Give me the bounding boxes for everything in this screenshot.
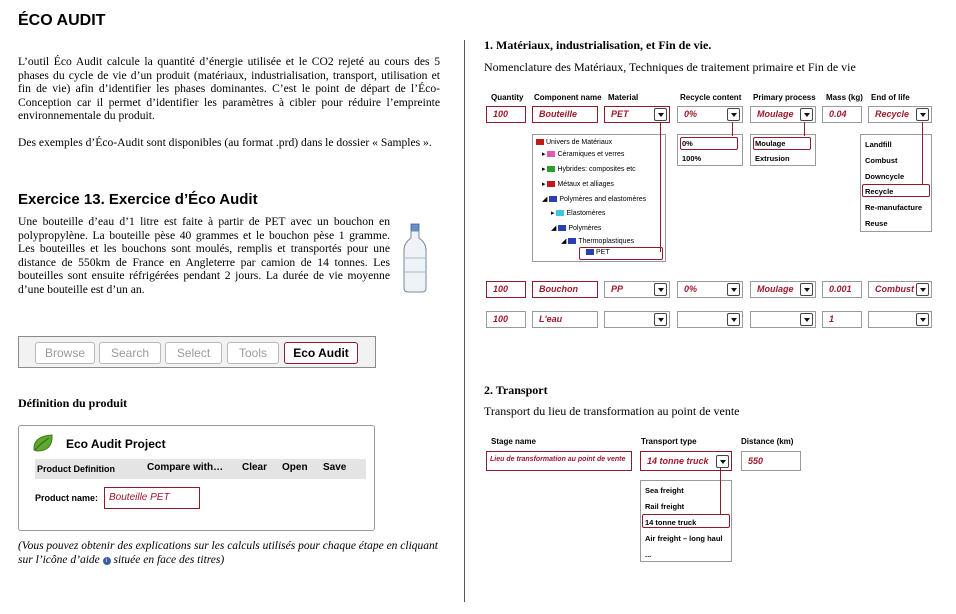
col-material: Material bbox=[608, 93, 639, 102]
chevron-down-icon bbox=[800, 108, 813, 121]
project-title: Eco Audit Project bbox=[66, 437, 166, 451]
eol-option[interactable]: Re-manufacture bbox=[865, 203, 923, 212]
tree-thermoplastics[interactable]: Thermoplastiques bbox=[578, 238, 634, 245]
product-name-value: Bouteille PET bbox=[109, 492, 170, 503]
save-button[interactable]: Save bbox=[323, 462, 347, 473]
col-component-name: Component name bbox=[534, 93, 602, 102]
tree-polymers-elastomers[interactable]: Polymères and elastomères bbox=[559, 196, 647, 203]
tree-hybrids[interactable]: Hybrides: composites etc bbox=[557, 166, 636, 173]
eol-select[interactable]: Combust bbox=[868, 281, 932, 298]
recycle-option[interactable]: 0% bbox=[682, 139, 693, 148]
chevron-down-icon bbox=[916, 313, 929, 326]
qty-field[interactable]: 100 bbox=[486, 106, 526, 123]
arrow-line bbox=[660, 122, 661, 252]
col-mass: Mass (kg) bbox=[826, 93, 863, 102]
section1-title: 1. Matériaux, industrialisation, et Fin de vie. bbox=[484, 38, 712, 52]
chevron-down-icon bbox=[916, 283, 929, 296]
transport-option[interactable]: ... bbox=[645, 550, 652, 559]
tab-product-definition[interactable]: Product Definition bbox=[37, 464, 115, 474]
recycle-options-list bbox=[677, 134, 743, 166]
tree-metals[interactable]: Métaux et alliages bbox=[557, 181, 614, 188]
section2-title: 2. Transport bbox=[484, 383, 548, 397]
chevron-down-icon bbox=[654, 283, 667, 296]
col-transport-type: Transport type bbox=[641, 437, 697, 446]
process-select[interactable]: Moulage bbox=[750, 106, 816, 123]
clear-button[interactable]: Clear bbox=[242, 462, 268, 473]
material-tree-list: Univers de Matériaux ▸ Céramiques et verres ▸ Hybrides: composites etc ▸ Métaux et alliages ◢ Polymères and elastomères ▸ Elastomères ◢ Polymères ◢ Thermoplastiques PET bbox=[532, 134, 666, 262]
component-name-field[interactable]: Bouchon bbox=[532, 281, 598, 298]
section2-subtitle: Transport du lieu de transformation au point de vente bbox=[484, 404, 740, 418]
process-options-list bbox=[750, 134, 816, 166]
col-primary-process: Primary process bbox=[753, 93, 816, 102]
process-select[interactable]: Moulage bbox=[750, 281, 816, 298]
component-name-field[interactable]: L'eau bbox=[532, 311, 598, 328]
col-distance: Distance (km) bbox=[741, 437, 794, 446]
intro-paragraph: L’outil Éco Audit calcule la quantité d’énergie utilisée et le CO2 rejeté au cours des 5 phases du cycle de vie d’un produit (matériaux, industrialisation, transport, utilisation et fin de vie) afin d’identifier les phases dominantes. C’est le point de départ de l’Éco-Conception car il permet d’identifier les paramètres à cibler pour réduire l’empreinte environnementale du produit. bbox=[18, 55, 440, 123]
product-name-label: Product name: bbox=[35, 493, 99, 503]
eol-option[interactable]: Recycle bbox=[865, 187, 894, 196]
eol-option[interactable]: Combust bbox=[865, 156, 898, 165]
transport-option[interactable]: 14 tonne truck bbox=[645, 518, 697, 527]
recycle-select[interactable]: 0% bbox=[677, 281, 743, 298]
chevron-down-icon bbox=[727, 108, 740, 121]
transport-option[interactable]: Sea freight bbox=[645, 486, 684, 495]
mass-field[interactable]: 0.001 bbox=[822, 281, 862, 298]
material-select[interactable]: PP bbox=[604, 281, 670, 298]
col-recycle-content: Recycle content bbox=[680, 93, 742, 102]
mass-field[interactable]: 1 bbox=[822, 311, 862, 328]
product-name-field[interactable] bbox=[104, 487, 200, 509]
qty-field[interactable]: 100 bbox=[486, 281, 526, 298]
chevron-down-icon bbox=[716, 455, 729, 468]
tools-button[interactable]: Tools bbox=[227, 342, 279, 364]
eol-option[interactable]: Reuse bbox=[865, 219, 888, 228]
compare-with-button[interactable]: Compare with… bbox=[147, 462, 224, 473]
tree-root[interactable]: Univers de Matériaux bbox=[546, 139, 613, 146]
chevron-down-icon bbox=[800, 313, 813, 326]
col-end-of-life: End of life bbox=[871, 93, 910, 102]
material-select[interactable] bbox=[604, 311, 670, 328]
col-quantity: Quantity bbox=[491, 93, 524, 102]
component-name-field[interactable]: Bouteille bbox=[532, 106, 598, 123]
transport-option[interactable]: Rail freight bbox=[645, 502, 685, 511]
search-button[interactable]: Search bbox=[99, 342, 161, 364]
help-note-text-1: (Vous pouvez obtenir des explications sur les calculs utilisés pour chaque étape en cliquant sur l’icône d’aide bbox=[18, 540, 438, 566]
chevron-down-icon bbox=[916, 108, 929, 121]
page-title: ÉCO AUDIT bbox=[18, 12, 106, 29]
select-button[interactable]: Select bbox=[165, 342, 222, 364]
qty-field[interactable]: 100 bbox=[486, 311, 526, 328]
bottle-icon bbox=[400, 222, 430, 294]
main-toolbar bbox=[18, 336, 376, 368]
recycle-option[interactable]: 100% bbox=[682, 154, 702, 163]
eol-option[interactable]: Downcycle bbox=[865, 172, 905, 181]
stage-name-field[interactable]: Lieu de transformation au point de vente bbox=[486, 451, 632, 471]
distance-field[interactable]: 550 bbox=[741, 451, 801, 471]
eol-select[interactable]: Recycle bbox=[868, 106, 932, 123]
section1-subtitle: Nomenclature des Matériaux, Techniques de traitement primaire et Fin de vie bbox=[484, 60, 856, 74]
col-stage-name: Stage name bbox=[491, 437, 536, 446]
exercise-text: Une bouteille d’eau d’1 litre est faite à partir de PET avec un bouchon en polypropylène. La bouteille pèse 40 grammes et le bouchon pèse 1 gramme. Les bouteilles et les bouchons sont moulés, remplis et transportés pour une distance de 550km de France en Angleterre par camion de 14 tonnes. Les bouteilles sont ensuite réfrigérées pendant 2 jours. La durée de vie moyenne d’une bouteille est d’un an. bbox=[18, 215, 390, 296]
recycle-select[interactable]: 0% bbox=[677, 106, 743, 123]
eco-audit-button[interactable]: Eco Audit bbox=[284, 342, 358, 364]
eco-audit-project-panel bbox=[18, 425, 375, 531]
transport-option[interactable]: Air freight – long haul bbox=[645, 534, 723, 543]
tree-elastomers[interactable]: Elastomères bbox=[566, 210, 606, 217]
chevron-down-icon bbox=[654, 108, 667, 121]
definition-title: Définition du produit bbox=[18, 396, 128, 410]
exercise-title: Exercice 13. Exercice d’Éco Audit bbox=[18, 191, 258, 208]
column-divider bbox=[464, 40, 465, 602]
tree-pet-selected[interactable]: PET bbox=[579, 247, 663, 260]
eol-option[interactable]: Landfill bbox=[865, 140, 892, 149]
browse-button[interactable]: Browse bbox=[35, 342, 95, 364]
transport-options-list bbox=[640, 480, 732, 562]
leaf-icon bbox=[31, 432, 55, 454]
process-option[interactable]: Moulage bbox=[755, 139, 786, 148]
mass-field[interactable]: 0.04 bbox=[822, 106, 862, 123]
samples-paragraph: Des exemples d’Éco-Audit sont disponibles (au format .prd) dans le dossier « Samples ». bbox=[18, 136, 432, 149]
help-icon: i bbox=[103, 557, 111, 565]
tree-polymers[interactable]: Polymères bbox=[568, 225, 602, 232]
help-note-text-2: située en face des titres) bbox=[110, 553, 225, 566]
chevron-down-icon bbox=[727, 283, 740, 296]
project-action-bar bbox=[35, 459, 366, 479]
transport-type-select[interactable]: 14 tonne truck bbox=[640, 451, 732, 471]
material-select[interactable]: PET bbox=[604, 106, 670, 123]
eol-select[interactable] bbox=[868, 311, 932, 328]
chevron-down-icon bbox=[654, 313, 667, 326]
open-button[interactable]: Open bbox=[282, 462, 308, 473]
tree-ceramics[interactable]: Céramiques et verres bbox=[557, 151, 625, 158]
chevron-down-icon bbox=[800, 283, 813, 296]
recycle-select[interactable] bbox=[677, 311, 743, 328]
chevron-down-icon bbox=[727, 313, 740, 326]
help-note bbox=[18, 540, 448, 567]
process-option[interactable]: Extrusion bbox=[755, 154, 790, 163]
process-select[interactable] bbox=[750, 311, 816, 328]
